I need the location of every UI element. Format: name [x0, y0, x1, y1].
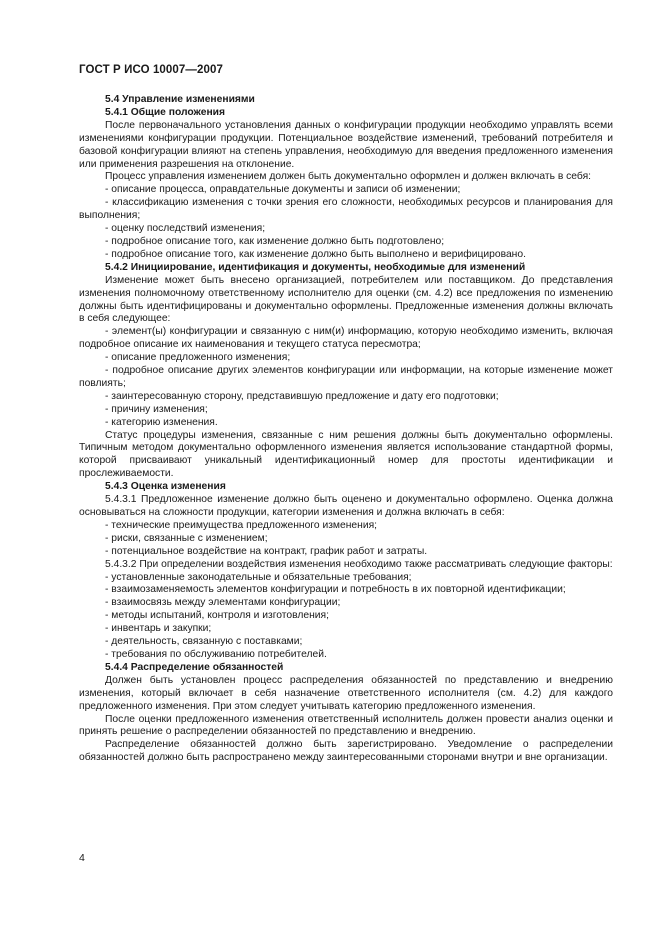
- page-number: 4: [79, 852, 85, 864]
- paragraph: 5.4.3.2 При определении воздействия изменения необходимо также рассматривать следующие факторы:: [105, 558, 613, 570]
- list-item: - категорию изменения.: [105, 416, 218, 428]
- list-item: - взаимозаменяемость элементов конфигурации и потребность в их повторной идентификации;: [105, 584, 566, 596]
- list-item: - установленные законодательные и обязательные требования;: [105, 571, 412, 583]
- section-5-4-title: 5.4 Управление изменениями: [105, 94, 255, 105]
- list-item: - причину изменения;: [105, 403, 208, 415]
- section-5-4-4-title: 5.4.4 Распределение обязанностей: [105, 661, 284, 673]
- document-header: ГОСТ Р ИСО 10007—2007: [79, 64, 224, 76]
- list-item: - требования по обслуживанию потребителей.: [105, 648, 327, 660]
- paragraph: После оценки предложенного изменения ответственный исполнитель должен провести анализ оценки и принять решение о распределении обязанностей по представлению и внедрению.: [79, 713, 613, 738]
- paragraph: Статус процедуры изменения, связанные с ним решения должны быть документально оформлены. Типичным методом документально оформленного изменения является использование стандартной формы, которой присваивают уникальный идентификационный номер для простоты идентификации и прослеживаемости.: [79, 429, 613, 480]
- section-5-4-2-title: 5.4.2 Инициирование, идентификация и документы, необходимые для изменений: [105, 261, 526, 273]
- list-item: - элемент(ы) конфигурации и связанную с ним(и) информацию, которую необходимо изменить, включая подробное описание их наименования и текущего статуса пересмотра;: [79, 326, 613, 351]
- list-item: - технические преимущества предложенного изменения;: [105, 519, 378, 531]
- document-body: [79, 94, 613, 765]
- paragraph: После первоначального установления данных о конфигурации продукции необходимо управлять всеми изменениями конфигурации продукции. Потенциальное воздействие изменений, требований потребителя и базовой конфигурации влияют на степень управления, необходимую для введения предложенного изменения или применения разрешения на отклонение.: [79, 119, 613, 170]
- list-item: - классификацию изменения с точки зрения его сложности, необходимых ресурсов и планирования для выполнения;: [79, 197, 613, 222]
- section-5-4-3-title: 5.4.3 Оценка изменения: [105, 481, 226, 493]
- list-item: - описание процесса, оправдательные документы и записи об изменении;: [105, 184, 461, 196]
- list-item: - методы испытаний, контроля и изготовления;: [105, 610, 329, 622]
- list-item: - инвентарь и закупки;: [105, 623, 212, 635]
- paragraph: 5.4.3.1 Предложенное изменение должно быть оценено и документально оформлено. Оценка должна основываться на сложности продукции, категории изменения и должна включать в себя:: [79, 494, 613, 518]
- list-item: - взаимосвязь между элементами конфигурации;: [105, 597, 341, 609]
- paragraph: Должен быть установлен процесс распределения обязанностей по представлению и внедрению изменения, который включает в себя назначение ответственного исполнителя (см. 4.2) для каждого предложенного изменения. При этом следует учитывать категорию предложенного изменения.: [79, 674, 613, 712]
- list-item: - риски, связанные с изменением;: [105, 532, 268, 544]
- list-item: - оценку последствий изменения;: [105, 223, 266, 235]
- list-item: - деятельность, связанную с поставками;: [105, 636, 303, 648]
- list-item: - подробное описание того, как изменение должно быть подготовлено;: [105, 235, 445, 247]
- paragraph: Распределение обязанностей должно быть зарегистрировано. Уведомление о распределении обязанностей должно быть распространено между заинтересованными сторонами внутри и вне организации.: [79, 739, 613, 764]
- section-5-4-1-title: 5.4.1 Общие положения: [105, 106, 225, 118]
- paragraph: Изменение может быть внесено организацией, потребителем или поставщиком. До представления изменения полномочному ответственному исполнителю для оценки (см. 4.2) все предложения по изменению должны быть идентифицированы и документально оформлены. Предложенные изменения должны включать в себя следующее:: [79, 274, 613, 325]
- list-item: - потенциальное воздействие на контракт, график работ и затраты.: [105, 545, 428, 557]
- list-item: - описание предложенного изменения;: [105, 352, 291, 364]
- paragraph: Процесс управления изменением должен быть документально оформлен и должен включать в себя:: [105, 171, 592, 183]
- list-item: - заинтересованную сторону, представившую предложение и дату его подготовки;: [105, 390, 499, 402]
- list-item: - подробное описание того, как изменение должно быть выполнено и верифицировано.: [105, 248, 526, 260]
- list-item: - подробное описание других элементов конфигурации или информации, на которые изменение может повлиять;: [79, 365, 613, 389]
